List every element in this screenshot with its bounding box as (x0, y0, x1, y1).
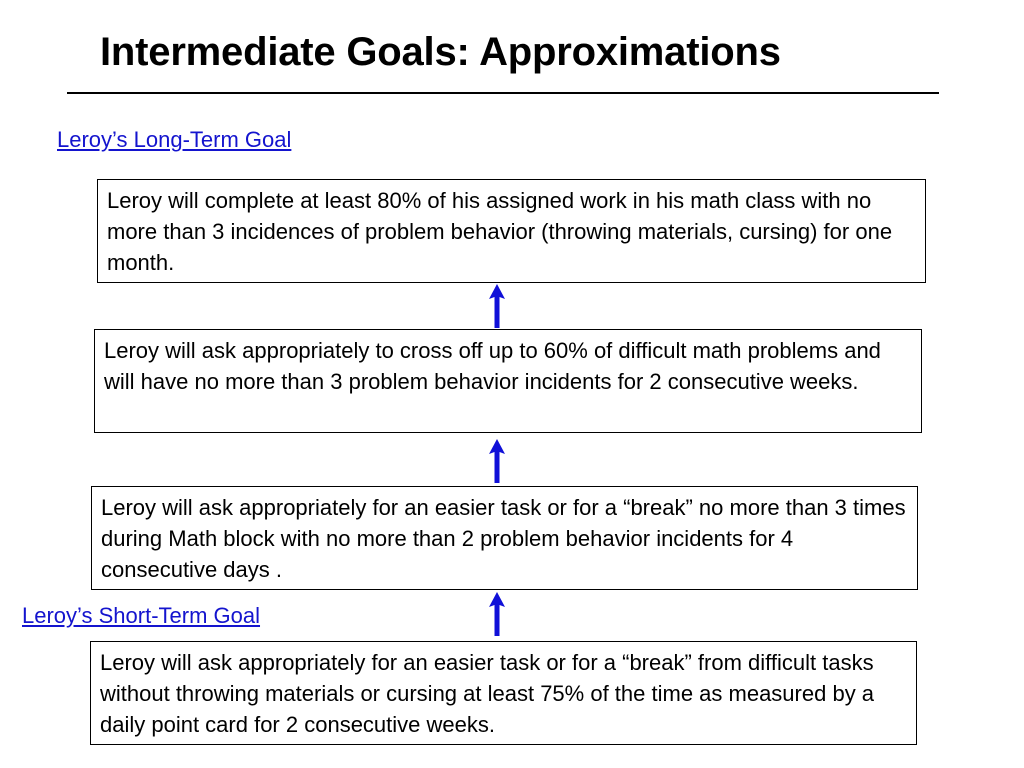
slide-title: Intermediate Goals: Approximations (100, 30, 781, 74)
goal-box-intermediate-2: Leroy will ask appropriately to cross off up to 60% of difficult math problems and will have no more than 3 problem behavior incidents for 2 consecutive weeks. (94, 329, 922, 433)
up-arrow-icon (487, 283, 507, 329)
goal-box-long-term: Leroy will complete at least 80% of his assigned work in his math class with no more than 3 incidences of problem behavior (throwing materials, cursing) for one month. (97, 179, 926, 283)
long-term-goal-link[interactable]: Leroy’s Long-Term Goal (57, 127, 292, 152)
title-underline (67, 92, 939, 94)
up-arrow-icon (487, 591, 507, 637)
goal-box-short-term: Leroy will ask appropriately for an easier task or for a “break” from difficult tasks without throwing materials or cursing at least 75% of the time as measured by a daily point card for 2 consecutive weeks. (90, 641, 917, 745)
goal-box-intermediate-1: Leroy will ask appropriately for an easier task or for a “break” no more than 3 times during Math block with no more than 2 problem behavior incidents for 4 consecutive days . (91, 486, 918, 590)
short-term-goal-link[interactable]: Leroy’s Short-Term Goal (22, 603, 261, 628)
up-arrow-icon (487, 438, 507, 484)
